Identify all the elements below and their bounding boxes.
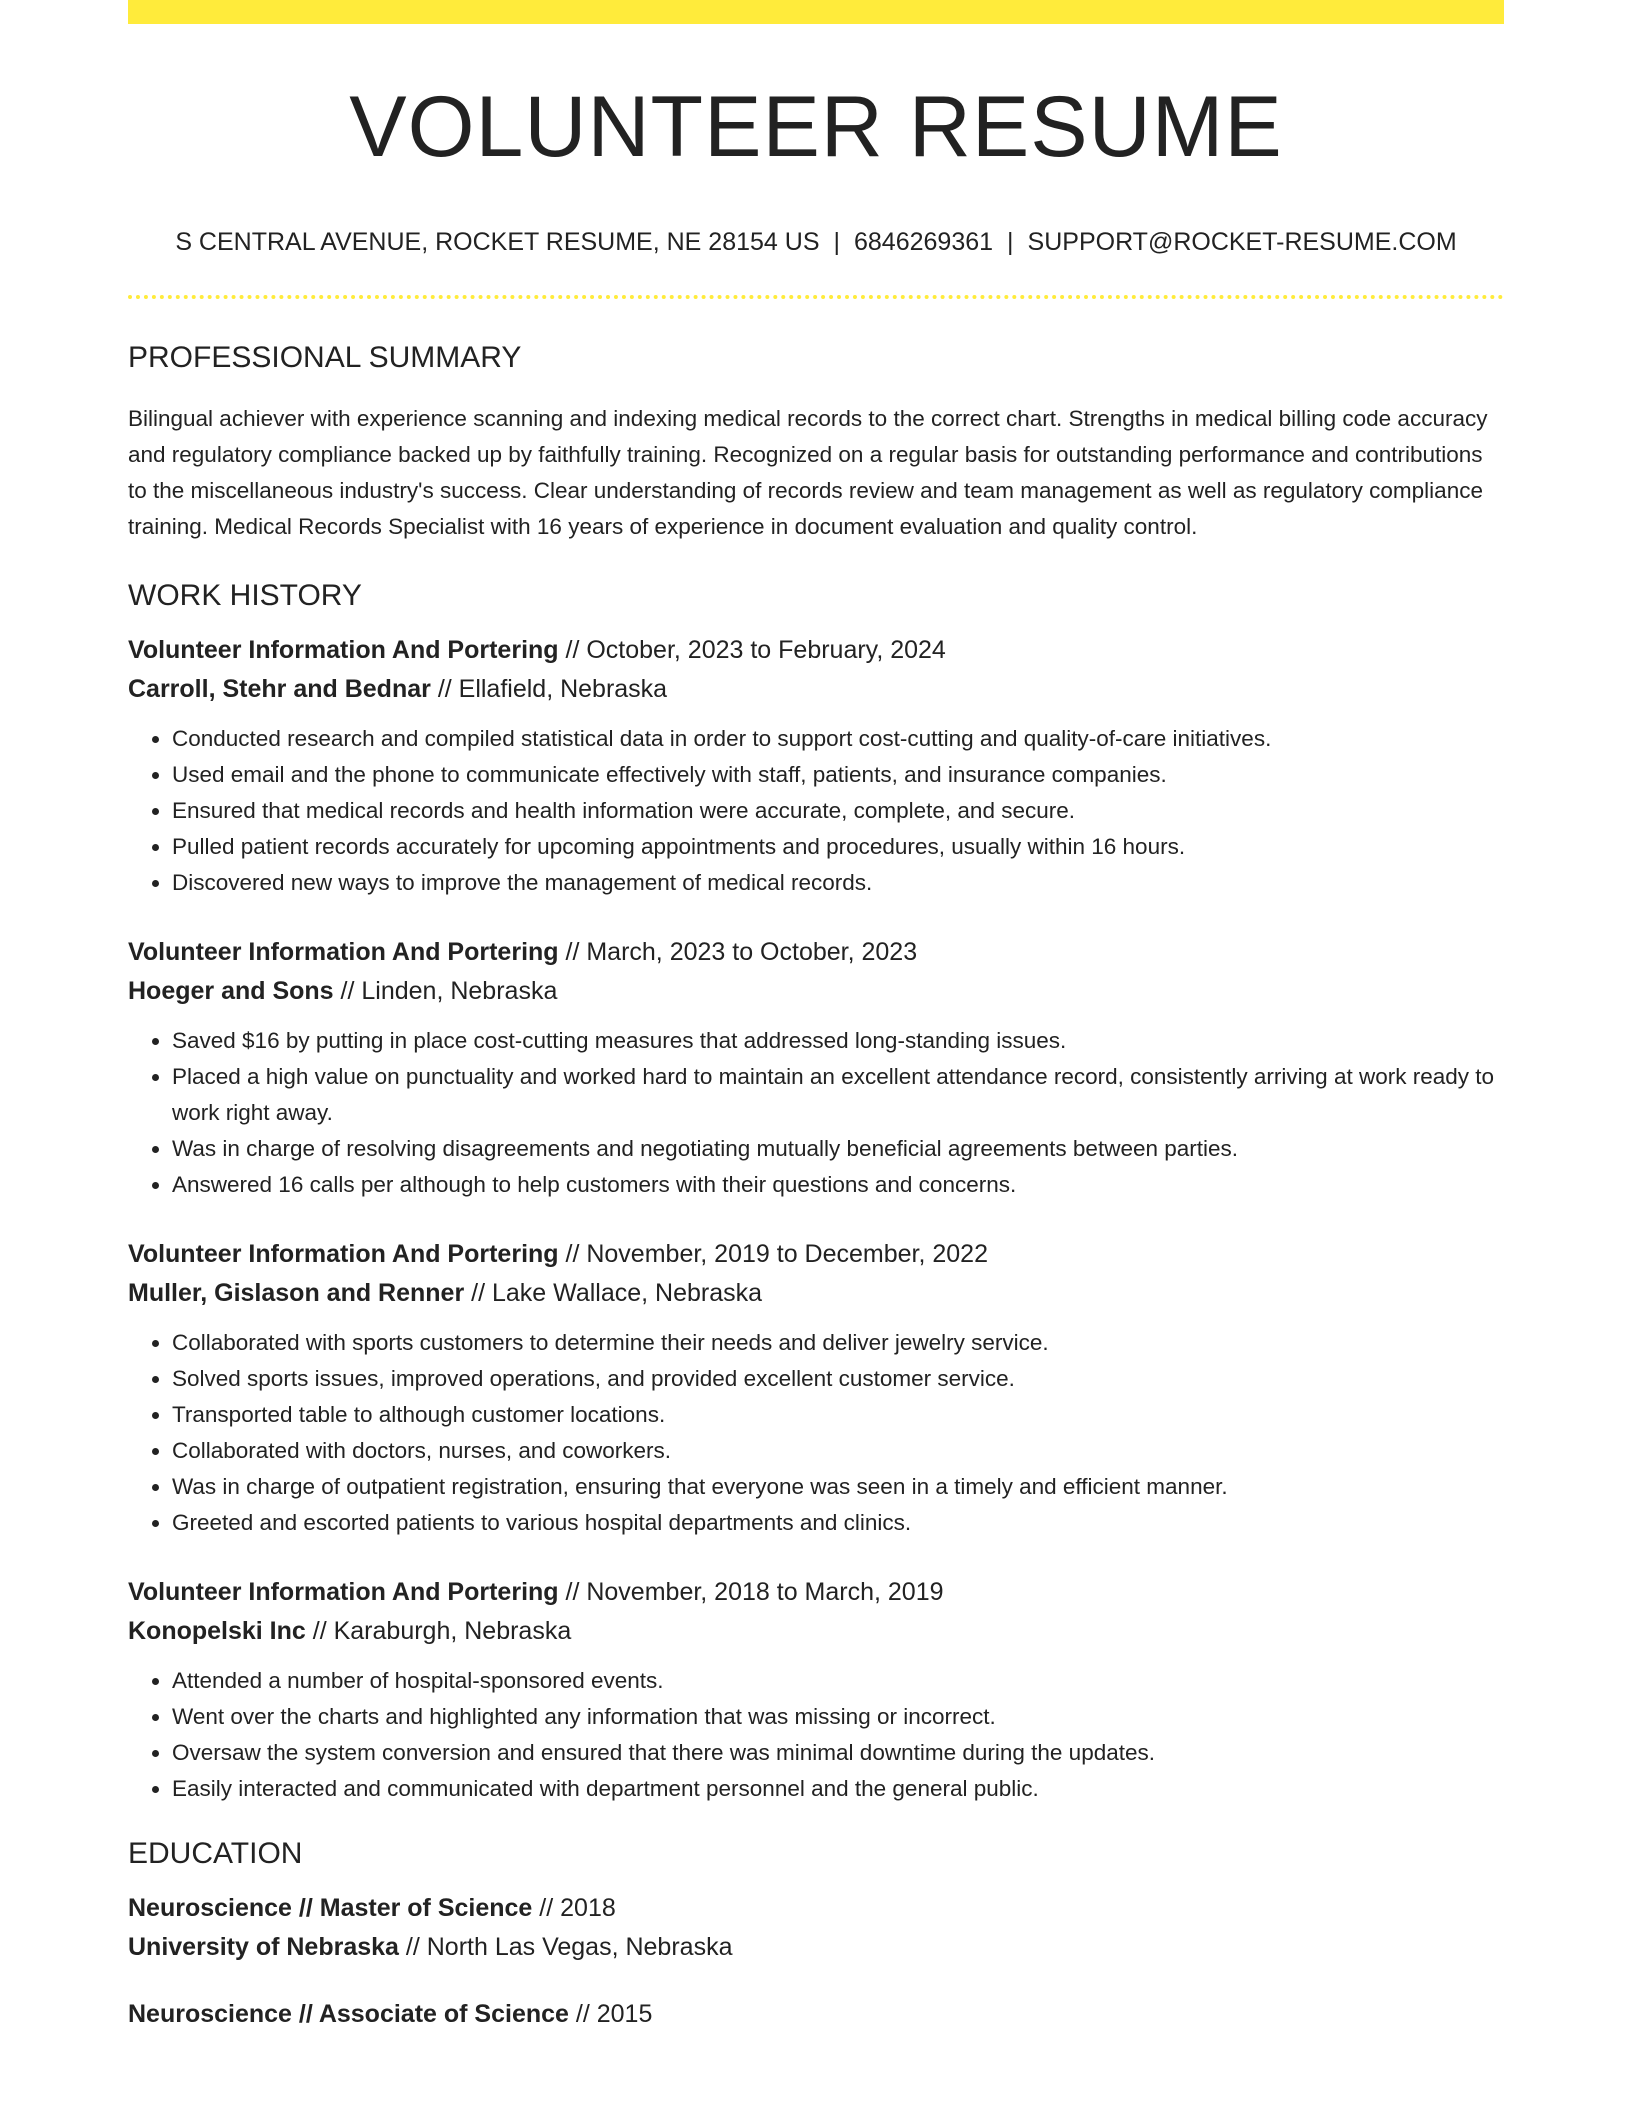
job-title-line bbox=[128, 631, 1504, 670]
job-company-line bbox=[128, 1274, 1504, 1313]
job-title-line bbox=[128, 1235, 1504, 1274]
list-item: • Was in charge of resolving disagreements and negotiating mutually beneficial agreements between parties. bbox=[172, 1131, 1504, 1167]
job-dates: // March, 2023 to October, 2023 bbox=[565, 938, 918, 966]
job-role: Volunteer Information And Portering bbox=[128, 1578, 559, 1606]
degree: Neuroscience // Associate of Science bbox=[128, 2000, 569, 2028]
summary-text: Bilingual achiever with experience scanning and indexing medical records to the correct chart. Strengths in medical billing code accuracy and regulatory compliance backed up by faithfully training. Recognized on a regular basis for outstanding performance and contributions to the miscellaneous industry's success. Clear understanding of records review and team management as well as regulatory compliance training. Medical Records Specialist with 16 years of experience in document evaluation and quality control. bbox=[128, 406, 1488, 539]
job-company: Hoeger and Sons bbox=[128, 977, 334, 1005]
education-entry bbox=[128, 1889, 1504, 1967]
job-title-line bbox=[128, 1573, 1504, 1612]
contact-line bbox=[128, 228, 1504, 257]
list-item: • Ensured that medical records and health information were accurate, complete, and secure. bbox=[172, 793, 1504, 829]
degree: Neuroscience // Master of Science bbox=[128, 1894, 533, 1922]
job-bullets bbox=[128, 1663, 1504, 1807]
list-item: • Solved sports issues, improved operations, and provided excellent customer service. bbox=[172, 1361, 1504, 1397]
job-bullets bbox=[128, 1023, 1504, 1203]
education-heading: EDUCATION bbox=[128, 1837, 303, 1870]
list-item: • Easily interacted and communicated with department personnel and the general public. bbox=[172, 1771, 1504, 1807]
job-dates: // October, 2023 to February, 2024 bbox=[565, 636, 946, 664]
dotted-divider bbox=[128, 295, 1504, 299]
job-title-line bbox=[128, 933, 1504, 972]
school-line bbox=[128, 1928, 1504, 1967]
job-location: // Karaburgh, Nebraska bbox=[312, 1617, 572, 1645]
list-item: • Collaborated with doctors, nurses, and coworkers. bbox=[172, 1433, 1504, 1469]
job-company-line bbox=[128, 670, 1504, 709]
job-role: Volunteer Information And Portering bbox=[128, 1240, 559, 1268]
job-role: Volunteer Information And Portering bbox=[128, 636, 559, 664]
job-bullets bbox=[128, 1325, 1504, 1541]
work-history-list bbox=[128, 631, 1504, 1807]
job-bullets bbox=[128, 721, 1504, 901]
school: University of Nebraska bbox=[128, 1933, 399, 1961]
contact-phone: 6846269361 bbox=[854, 228, 994, 256]
list-item: • Saved $16 by putting in place cost-cutting measures that addressed long-standing issues. bbox=[172, 1023, 1504, 1059]
job-company: Konopelski Inc bbox=[128, 1617, 306, 1645]
summary-heading: PROFESSIONAL SUMMARY bbox=[128, 341, 522, 374]
job-location: // Lake Wallace, Nebraska bbox=[471, 1279, 763, 1307]
list-item: • Greeted and escorted patients to various hospital departments and clinics. bbox=[172, 1505, 1504, 1541]
job-entry bbox=[128, 631, 1504, 901]
job-dates: // November, 2018 to March, 2019 bbox=[565, 1578, 944, 1606]
list-item: • Collaborated with sports customers to determine their needs and deliver jewelry service. bbox=[172, 1325, 1504, 1361]
contact-email: SUPPORT@ROCKET-RESUME.COM bbox=[1027, 228, 1457, 256]
list-item: • Transported table to although customer locations. bbox=[172, 1397, 1504, 1433]
education-list bbox=[128, 1889, 1504, 2034]
list-item: • Placed a high value on punctuality and worked hard to maintain an excellent attendance record, consistently arriving at work ready to work right away. bbox=[172, 1059, 1504, 1131]
list-item: • Discovered new ways to improve the management of medical records. bbox=[172, 865, 1504, 901]
list-item: • Answered 16 calls per although to help customers with their questions and concerns. bbox=[172, 1167, 1504, 1203]
job-company: Muller, Gislason and Renner bbox=[128, 1279, 465, 1307]
list-item: • Conducted research and compiled statistical data in order to support cost-cutting and quality-of-care initiatives. bbox=[172, 721, 1504, 757]
job-dates: // November, 2019 to December, 2022 bbox=[565, 1240, 988, 1268]
degree-year: // 2018 bbox=[539, 1894, 616, 1922]
top-accent-bar bbox=[128, 0, 1504, 24]
education-entry bbox=[128, 1995, 1504, 2034]
list-item: • Was in charge of outpatient registration, ensuring that everyone was seen in a timely and efficient manner. bbox=[172, 1469, 1504, 1505]
list-item: • Attended a number of hospital-sponsored events. bbox=[172, 1663, 1504, 1699]
degree-line bbox=[128, 1995, 1504, 2034]
list-item: • Went over the charts and highlighted any information that was missing or incorrect. bbox=[172, 1699, 1504, 1735]
job-entry bbox=[128, 1235, 1504, 1541]
list-item: • Pulled patient records accurately for upcoming appointments and procedures, usually within 16 hours. bbox=[172, 829, 1504, 865]
list-item: • Oversaw the system conversion and ensured that there was minimal downtime during the updates. bbox=[172, 1735, 1504, 1771]
contact-separator: | bbox=[1007, 228, 1014, 256]
job-location: // Ellafield, Nebraska bbox=[437, 675, 668, 703]
job-entry bbox=[128, 933, 1504, 1203]
work-history-heading: WORK HISTORY bbox=[128, 579, 362, 612]
job-company-line bbox=[128, 1612, 1504, 1651]
resume-title: VOLUNTEER RESUME bbox=[349, 79, 1283, 175]
contact-address: S CENTRAL AVENUE, ROCKET RESUME, NE 28154 US bbox=[175, 228, 820, 256]
job-entry bbox=[128, 1573, 1504, 1807]
contact-separator: | bbox=[833, 228, 840, 256]
job-company-line bbox=[128, 972, 1504, 1011]
resume-page bbox=[128, 0, 1504, 2034]
degree-line bbox=[128, 1889, 1504, 1928]
list-item: • Used email and the phone to communicate effectively with staff, patients, and insurance companies. bbox=[172, 757, 1504, 793]
degree-year: // 2015 bbox=[575, 2000, 653, 2028]
job-role: Volunteer Information And Portering bbox=[128, 938, 559, 966]
school-location: // North Las Vegas, Nebraska bbox=[405, 1933, 733, 1961]
job-location: // Linden, Nebraska bbox=[340, 977, 558, 1005]
job-company: Carroll, Stehr and Bednar bbox=[128, 675, 431, 703]
